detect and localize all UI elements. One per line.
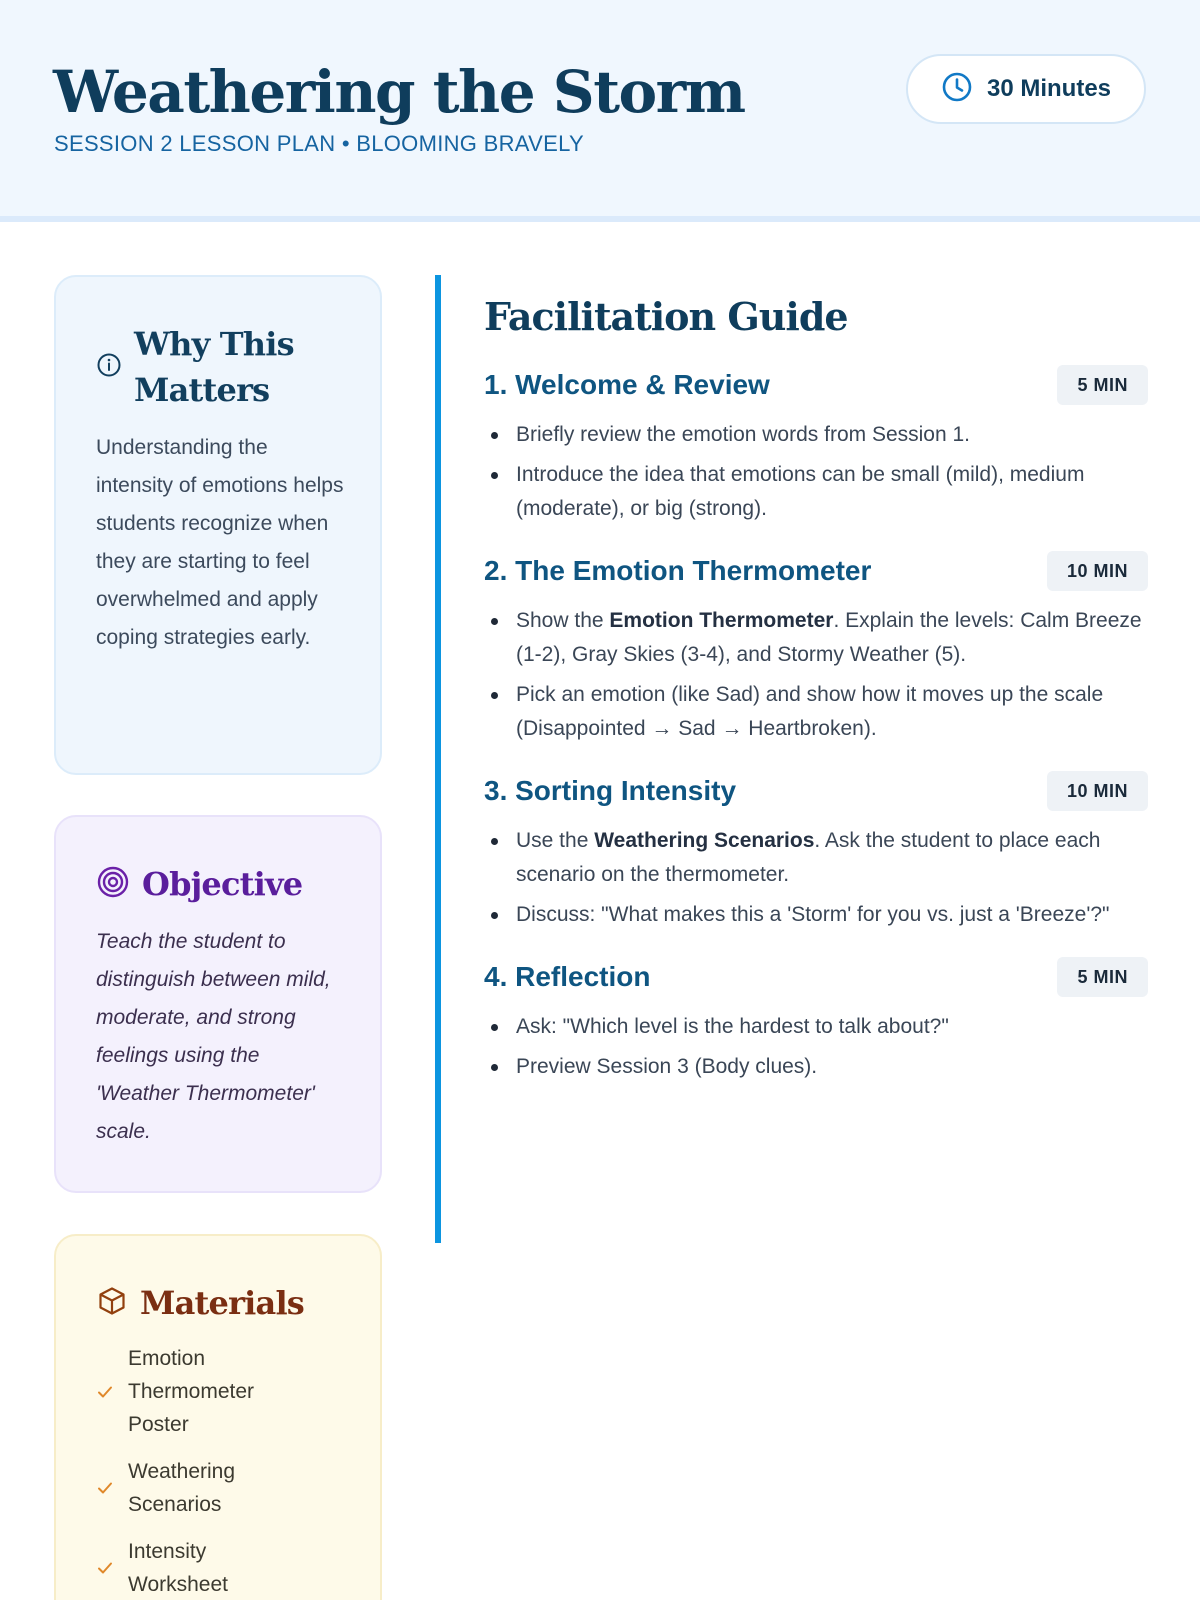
guide-step <box>484 364 1148 526</box>
why-card-title: Why This Matters <box>134 325 294 409</box>
step-bullets <box>484 604 1148 746</box>
box-icon <box>96 1285 128 1322</box>
why-card-body: Understanding the intensity of emotions helps students recognize when they are starting to feel overwhelmed and apply coping strategies early. <box>96 436 344 649</box>
objective-card-body: Teach the student to distinguish between mild, moderate, and strong feelings using the 'Weather Thermometer' scale. <box>96 930 331 1143</box>
list-item: Discuss: "What makes this a 'Storm' for you vs. just a 'Breeze'?" <box>484 898 1148 932</box>
step-title: 4. Reflection <box>484 961 651 992</box>
check-icon <box>96 1479 114 1497</box>
list-item: Introduce the idea that emotions can be small (mild), medium (moderate), or big (strong). <box>484 458 1148 526</box>
why-card-header <box>96 321 356 413</box>
check-icon <box>96 1559 114 1577</box>
guide-step <box>484 956 1148 1084</box>
facilitation-guide <box>484 290 1148 1090</box>
bold-term: Emotion Thermometer <box>609 609 834 632</box>
check-icon <box>96 1383 114 1401</box>
step-title: 1. Welcome & Review <box>484 369 770 400</box>
step-time-badge: 5 MIN <box>1057 365 1148 405</box>
list-item <box>96 1455 348 1521</box>
target-icon <box>96 865 130 904</box>
duration-text: 30 Minutes <box>986 75 1112 102</box>
list-item: Briefly review the emotion words from Session 1. <box>484 418 1148 452</box>
materials-card <box>54 1234 382 1600</box>
list-item: Use the Weathering Scenarios. Ask the student to place each scenario on the thermometer. <box>484 824 1148 892</box>
materials-card-header <box>96 1280 304 1326</box>
section-divider <box>435 275 441 1243</box>
step-bullets <box>484 418 1148 526</box>
guide-step <box>484 550 1148 746</box>
list-item: Pick an emotion (like Sad) and show how it moves up the scale (Disappointed → Sad → Heartbroken). <box>484 678 1148 746</box>
material-label: Weathering Scenarios <box>128 1460 236 1516</box>
materials-list <box>96 1342 348 1600</box>
bold-term: Weathering Scenarios <box>594 829 815 852</box>
list-item <box>96 1342 348 1441</box>
lesson-header <box>0 0 1200 222</box>
step-time-badge: 5 MIN <box>1057 957 1148 997</box>
material-label: Emotion Thermometer Poster <box>128 1347 255 1436</box>
objective-card <box>54 815 382 1193</box>
objective-card-header <box>96 861 302 907</box>
step-bullets <box>484 824 1148 932</box>
list-item: Show the Emotion Thermometer. Explain the levels: Calm Breeze (1-2), Gray Skies (3-4), and Stormy Weather (5). <box>484 604 1148 672</box>
list-item: Ask: "Which level is the hardest to talk about?" <box>484 1010 1148 1044</box>
guide-step <box>484 770 1148 932</box>
page-title: Weathering the Storm <box>53 58 745 126</box>
step-time-badge: 10 MIN <box>1047 551 1148 591</box>
clock-icon <box>941 71 973 108</box>
step-title: 3. Sorting Intensity <box>484 775 737 806</box>
material-label: Intensity Worksheet <box>128 1540 228 1596</box>
why-card <box>54 275 382 775</box>
list-item <box>96 1535 348 1600</box>
materials-card-title: Materials <box>140 1284 305 1322</box>
step-time-badge: 10 MIN <box>1047 771 1148 811</box>
guide-title: Facilitation Guide <box>484 294 848 339</box>
list-item: Preview Session 3 (Body clues). <box>484 1050 1148 1084</box>
step-title: 2. The Emotion Thermometer <box>484 555 872 586</box>
step-bullets <box>484 1010 1148 1084</box>
info-icon <box>96 352 122 383</box>
page-subtitle: SESSION 2 LESSON PLAN • BLOOMING BRAVELY <box>54 131 584 156</box>
objective-card-title: Objective <box>142 865 303 903</box>
duration-badge <box>906 54 1146 124</box>
